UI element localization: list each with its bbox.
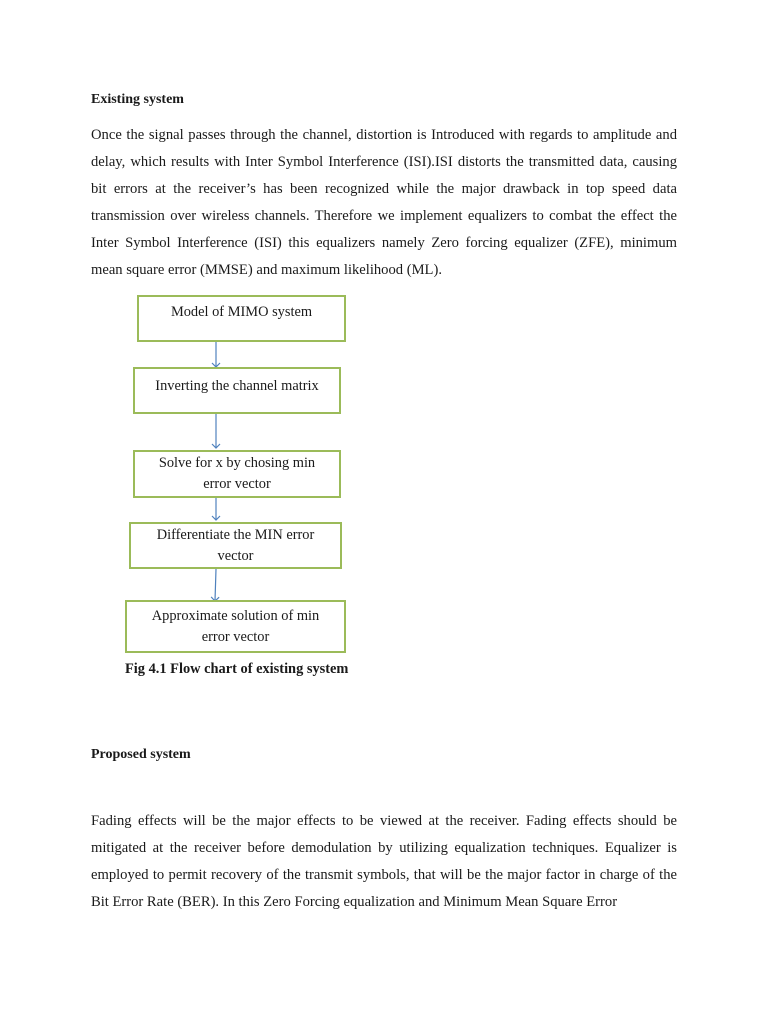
flow-step-label: Inverting the channel matrix [155, 378, 319, 394]
flow-step-model-mimo [137, 295, 346, 342]
figure-caption: Fig 4.1 Flow chart of existing system [125, 661, 349, 677]
flow-step-label: Solve for x by chosing min error vector [158, 455, 316, 492]
existing-system-paragraph: Once the signal passes through the channel, distortion is Introduced with regards to amplitude and delay, which results with Inter Symbol Interference (ISI).ISI distorts the transmitted data, causing bit errors at the receiver’s has been recognized while the major drawback in top speed data transmission over wireless channels. Therefore we implement equalizers to combat the effect the Inter Symbol Interference (ISI) this equalizers namely Zero forcing equalizer (ZFE), minimum mean square error (MMSE) and maximum likelihood (ML). [91, 127, 677, 278]
flow-step-invert-channel [133, 367, 341, 414]
flow-arrow-4 [215, 569, 216, 601]
existing-system-heading: Existing system [91, 92, 184, 107]
flow-step-label: Differentiate the MIN error vector [156, 526, 315, 564]
flow-step-approximate [125, 600, 346, 653]
flow-step-label: Approximate solution of min error vector [151, 607, 320, 645]
proposed-system-paragraph: Fading effects will be the major effects to be viewed at the receiver. Fading effects should be mitigated at the receiver before demodulation by utilizing equalization techniques. Equalizer is employed to permit recovery of the transmit symbols, that will be the major factor in charge of the Bit Error Rate (BER). In this Zero Forcing equalization and Minimum Mean Square Error [91, 813, 677, 910]
flow-step-label: Model of MIMO system [170, 304, 313, 320]
proposed-system-heading: Proposed system [91, 747, 191, 762]
flow-step-differentiate [129, 522, 342, 569]
flow-step-solve-x [133, 450, 341, 498]
